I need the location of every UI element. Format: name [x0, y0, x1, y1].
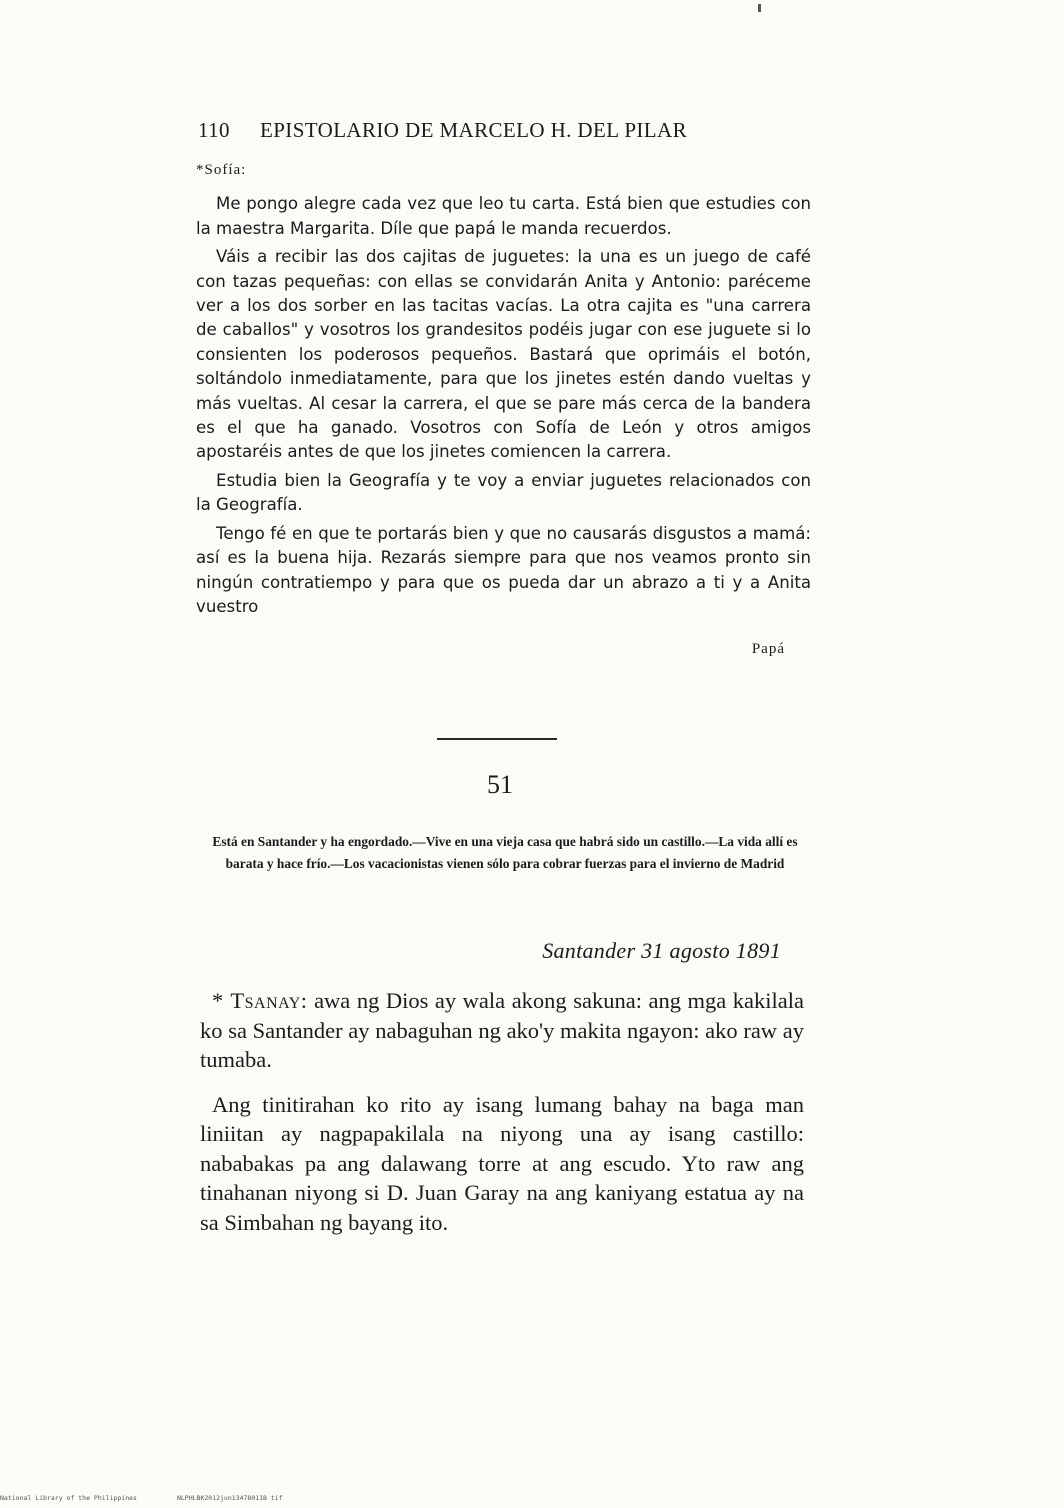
letter-50 — [196, 158, 811, 662]
letter-51-paragraph — [200, 986, 804, 1075]
letter-50-paragraph: Tengo fé en que te portarás bien y que no causarás disgustos a mamá: así es la buena hija. Rezarás siempre para que nos veamos pronto sin ningún contratiempo y para que os pueda dar un abrazo a ti y a Anita vuestro — [196, 523, 811, 616]
running-title: EPISTOLARIO DE MARCELO H. DEL PILAR — [260, 118, 687, 142]
letter-50-paragraph: Váis a recibir las dos cajitas de juguetes: la una es un juego de café con tazas pequeñas: con ellas se convidarán Anita y Antonio: paréceme ver a los dos sorber en las tacitas vacías. La otra cajita es "una carrera de caballos" y vosotros los grandesitos podéis jugar con ese juguete si lo consienten los poderosos pequeños. Bastará que oprimáis el botón, soltándolo inmediatamente, para que los jinetes estén dando vueltas y más vueltas. Al cesar la carrera, el que se pare más cerca de la bandera es el que ha ganado. Vosotros con Sofía de León y otros amigos apostaréis antes de que los jinetes comiencen la carrera. — [196, 247, 811, 462]
letter-50-paragraph: Me pongo alegre cada vez que leo tu carta. Está bien que estudies con la maestra Margarita. Díle que papá le manda recuerdos. — [196, 194, 811, 238]
letter-51-body — [200, 986, 804, 1252]
letter-51-paragraph-1-text: awa ng Dios ay wala akong sakuna: ang mga kakilala ko sa Santander ay nabaguhan ng ako'y makita ngayon: ako raw ay tumaba. — [200, 988, 804, 1072]
footer-source: National Library of the Philippines — [0, 1494, 137, 1502]
letter-50-paragraph: Estudia bien la Geografía y te voy a enviar juguetes relacionados con la Geografía. — [196, 470, 811, 515]
page-number: 110 — [198, 118, 230, 142]
footer-file-id: NLPHLBK2012jun13478011B tif — [176, 1494, 283, 1502]
letter-50-signature: Papá — [751, 641, 785, 658]
section-divider — [437, 738, 557, 740]
scan-mark — [758, 4, 761, 12]
letter-51-dateline: Santander 31 agosto 1891 — [542, 938, 781, 963]
letter-51-paragraph: Ang tinitirahan ko rito ay isang lumang bahay na baga man liniitan ay nagpapakilala na niyong una ay isang castillo: nababakas pa ang dalawang torre at ang escudo. Yto raw ang tinahanan niyong si D. Juan Garay na ang kaniyang estatua ay na sa Simbahan ng bayang ito. — [200, 1091, 804, 1235]
letter-50-salutation: *Sofía: — [196, 162, 247, 178]
running-header — [198, 118, 818, 143]
letter-51-summary: Está en Santander y ha engordado.—Vive en una vieja casa que habrá sido un castillo.—La vida allí es barata y hace frío.—Los vacacionistas vienen sólo para cobrar fuerzas para el invierno de Madrid — [212, 834, 798, 871]
scan-footer — [0, 1494, 323, 1502]
letter-number: 51 — [487, 770, 513, 799]
letter-51-salutation: * Tsanay: — [212, 988, 308, 1013]
